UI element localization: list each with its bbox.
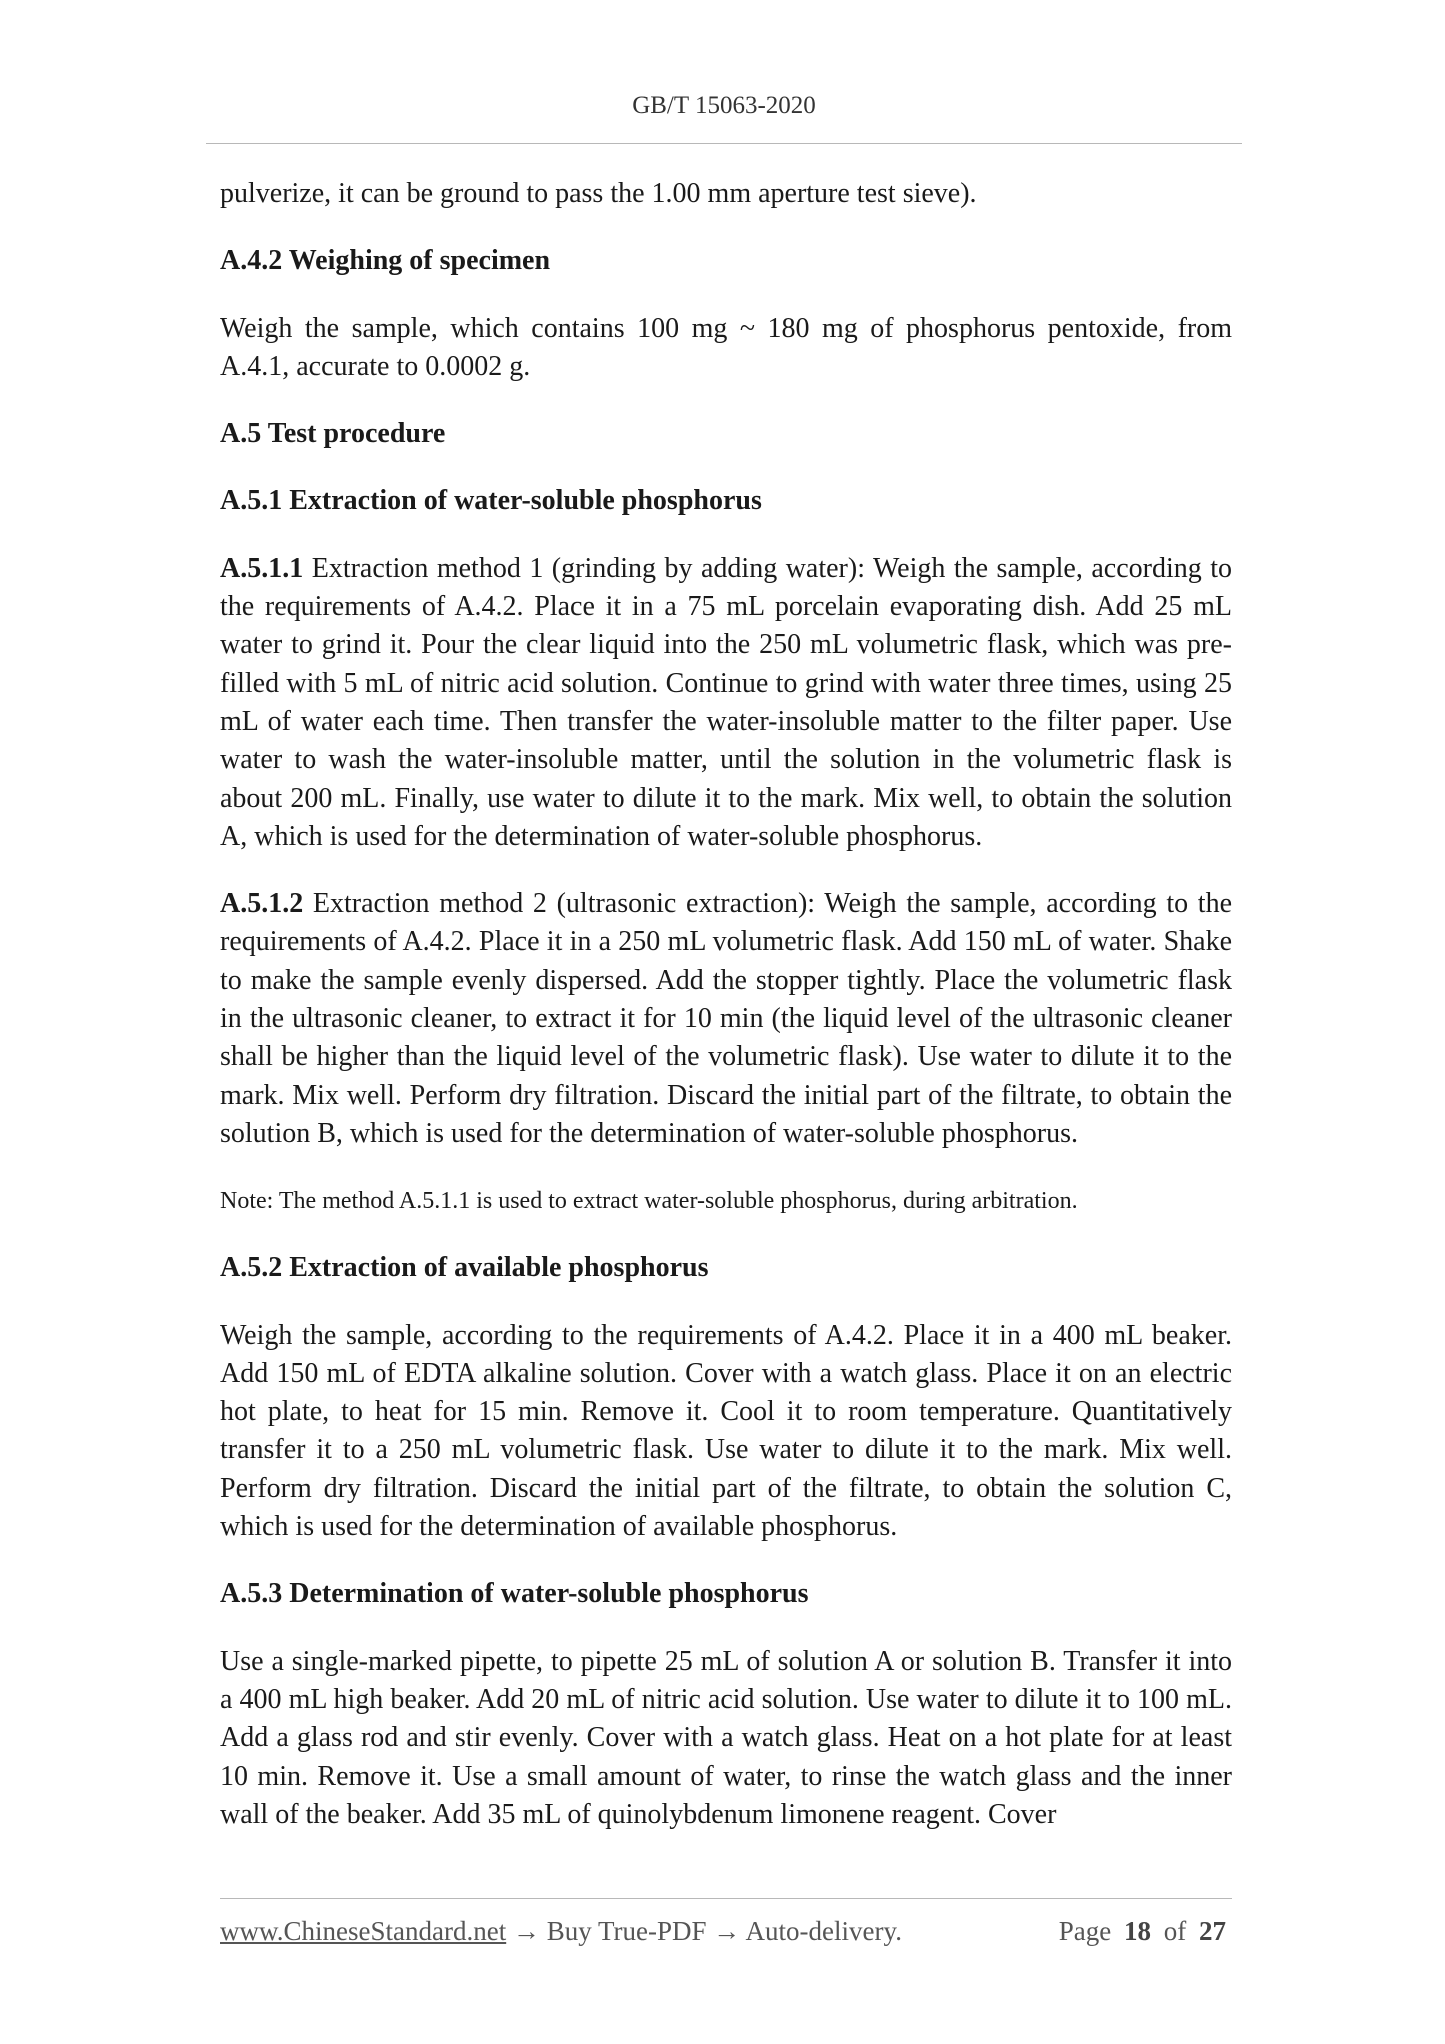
page-label: Page xyxy=(1058,1916,1112,1946)
clause-number-a-5-1-2: A.5.1.2 xyxy=(220,888,304,920)
auto-delivery-text: Auto-delivery. xyxy=(745,1916,902,1946)
of-label: of xyxy=(1163,1916,1187,1946)
paragraph-a-5-1-1 xyxy=(220,550,1232,856)
total-pages: 27 xyxy=(1199,1916,1226,1946)
heading-a-5-1: A.5.1 Extraction of water-soluble phosphorus xyxy=(220,485,762,517)
heading-a-5-2: A.5.2 Extraction of available phosphorus xyxy=(220,1252,709,1284)
clause-number-a-5-1-1: A.5.1.1 xyxy=(220,552,304,584)
paragraph-a-5-2: Weigh the sample, according to the requirements of A.4.2. Place it in a 400 mL beaker. Add 150 mL of EDTA alkaline solution. Cover with a watch glass. Place it on an electric hot plate, to heat for 15 min. Remove it. Cool it to room temperature. Quantitatively transfer it to a 250 mL volumetric flask. Use water to dilute it to the mark. Mix well. Perform dry filtration. Discard the initial part of the filtrate, to obtain the solution C, which is used for the determination of available phosphorus. xyxy=(220,1319,1232,1543)
current-page: 18 xyxy=(1124,1916,1151,1946)
page-number xyxy=(1059,1916,1232,1947)
footer-promo xyxy=(220,1916,902,1947)
footer-divider xyxy=(220,1898,1232,1899)
arrow-right-icon: → xyxy=(512,1916,540,1946)
note: Note: The method A.5.1.1 is used to extract water-soluble phosphorus, during arbitration. xyxy=(220,1188,1078,1215)
clause-text-a-5-1-2: Extraction method 2 (ultrasonic extraction): Weigh the sample, according to the requirements of A.4.2. Place it in a 250 mL volumetric flask. Add 150 mL of water. Shake to make the sample evenly dispersed. Add the stopper tightly. Place the volumetric flask in the ultrasonic cleaner, to extract it for 10 min (the liquid level of the ultrasonic cleaner shall be higher than the liquid level of the volumetric flask). Use water to dilute it to the mark. Mix well. Perform dry filtration. Discard the initial part of the filtrate, to obtain the solution B, which is used for the determination of water-soluble phosphorus. xyxy=(220,888,1232,1149)
buy-pdf-text: Buy True-PDF xyxy=(546,1916,707,1946)
heading-a-4-2: A.4.2 Weighing of specimen xyxy=(220,245,551,277)
clause-text-a-5-1-1: Extraction method 1 (grinding by adding water): Weigh the sample, according to the requirements of A.4.2. Place it in a 75 mL porcelain evaporating dish. Add 25 mL water to grind it. Pour the clear liquid into the 250 mL volumetric flask, which was pre-filled with 5 mL of nitric acid solution. Continue to grind with water three times, using 25 mL of water each time. Then transfer the water-insoluble matter to the filter paper. Use water to wash the water-insoluble matter, until the solution in the volumetric flask is about 200 mL. Finally, use water to dilute it to the mark. Mix well, to obtain the solution A, which is used for the determination of water-soluble phosphorus. xyxy=(220,552,1232,852)
arrow-right-icon: → xyxy=(713,1916,741,1946)
paragraph-a-5-1-2 xyxy=(220,885,1232,1153)
site-link[interactable]: www.ChineseStandard.net xyxy=(220,1916,507,1946)
page-footer xyxy=(220,1916,1232,1947)
page-content xyxy=(220,175,1232,1834)
heading-a-5: A.5 Test procedure xyxy=(220,418,446,450)
paragraph-a-5-3: Use a single-marked pipette, to pipette 25 mL of solution A or solution B. Transfer it into a 400 mL high beaker. Add 20 mL of nitric acid solution. Use water to dilute it to 100 mL. Add a glass rod and stir evenly. Cover with a watch glass. Heat on a hot plate for at least 10 min. Remove it. Use a small amount of water, to rinse the watch glass and the inner wall of the beaker. Add 35 mL of quinolybdenum limonene reagent. Cover xyxy=(220,1645,1232,1830)
running-header: GB/T 15063-2020 xyxy=(632,92,816,119)
header-divider xyxy=(206,143,1242,144)
continuation-paragraph: pulverize, it can be ground to pass the 1.00 mm aperture test sieve). xyxy=(220,178,977,209)
heading-a-5-3: A.5.3 Determination of water-soluble phosphorus xyxy=(220,1578,809,1610)
paragraph-a-4-2: Weigh the sample, which contains 100 mg ~ 180 mg of phosphorus pentoxide, from A.4.1, accurate to 0.0002 g. xyxy=(220,312,1232,382)
